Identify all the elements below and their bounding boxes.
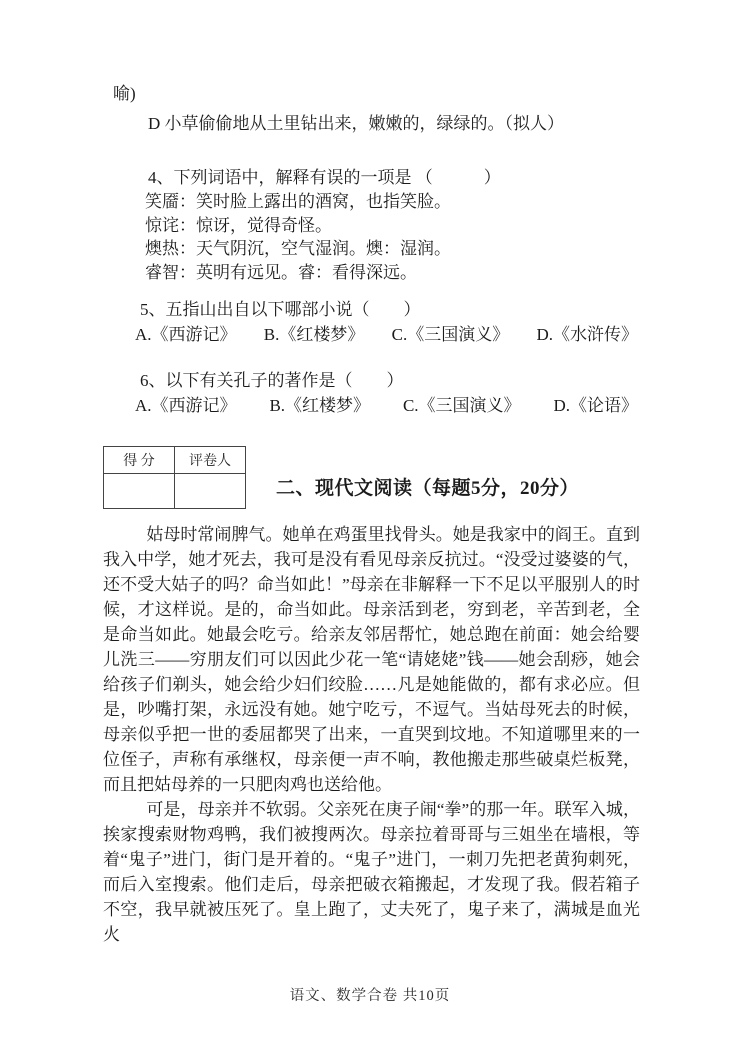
- grader-header-cell: 评卷人: [175, 447, 246, 474]
- section2-header: [103, 446, 640, 509]
- question-5: [103, 298, 640, 347]
- question4-definition: 笑靥：笑时脸上露出的酒窝，也指笑脸。: [145, 192, 451, 211]
- question6-options: [135, 393, 638, 418]
- question3-option-d: D 小草偷偷地从土里钻出来，嫩嫩的，绿绿的。（拟人）: [148, 114, 565, 133]
- passage-paragraph-1: 姑母时常闹脾气。她单在鸡蛋里找骨头。她是我家中的阎王。直到我入中学，她才死去，我可是没有看见母亲反抗过。“没受过婆婆的气，还不受大姑子的吗？命当如此！”母亲在非解释一下不足以平服别人的时候，才这样说。是的，命当如此。母亲活到老，穷到老，辛苦到老，全是命当如此。她最会吃亏。给亲友邻居帮忙，她总跑在前面：她会给婴儿洗三——穷朋友们可以因此少花一笔“请姥姥”钱——她会刮痧，她会给孩子们剃头，她会给少妇们绞脸……凡是她能做的，都有求必应。但是，吵嘴打架，永远没有她。她宁吃亏，不逗气。当姑母死去的时候，母亲似乎把一世的委屈都哭了出来，一直哭到坟地。不知道哪里来的一位侄子，声称有承继权，母亲便一声不响，教他搬走那些破桌烂板凳，而且把姑母养的一只肥肉鸡也送给他。: [103, 525, 640, 794]
- question6-option-c: C.《三国演义》: [402, 396, 521, 415]
- question5-stem: 5、五指山出自以下哪部小说（ ）: [140, 300, 421, 319]
- passage-paragraph-2: 可是，母亲并不软弱。父亲死在庚子闹“拳”的那一年。联军入城，挨家搜索财物鸡鸭，我们被搜两次。母亲拉着哥哥与三姐坐在墙根，等着“鬼子”进门，街门是开着的。“鬼子”进门，一刺刀先把老黄狗刺死，而后入室搜索。他们走后，母亲把破衣箱搬起，才发现了我。假若箱子不空，我早就被压死了。皇上跑了，丈夫死了，鬼子来了，满城是血光火: [103, 800, 640, 944]
- question4-stem: 4、下列词语中，解释有误的一项是 （ ）: [148, 168, 501, 187]
- question6-option-a: A.《西游记》: [135, 396, 237, 415]
- question4-definition: 燠热：天气阴沉，空气湿润。燠：湿润。: [145, 239, 451, 258]
- question6-stem: 6、以下有关孔子的著作是（ ）: [140, 371, 404, 390]
- question4-definition: 睿智：英明有远见。睿：看得深远。: [145, 262, 417, 282]
- question-6: [103, 369, 640, 418]
- question-4: [103, 166, 640, 284]
- question4-definition: 惊诧：惊讶，觉得奇怪。: [145, 215, 332, 235]
- grader-value-cell: [175, 474, 246, 509]
- reading-passage: [103, 522, 640, 947]
- score-value-cell: [104, 474, 175, 509]
- score-box: [103, 446, 246, 509]
- question5-option-b: B.《红楼梦》: [263, 325, 365, 344]
- score-header-cell: 得 分: [104, 447, 175, 474]
- page-footer: 语文、数学合卷 共10页: [289, 988, 451, 1004]
- question5-option-c: C.《三国演义》: [391, 325, 510, 344]
- question6-option-b: B.《红楼梦》: [269, 396, 371, 415]
- overflow-text-line: 喻): [113, 84, 136, 103]
- question6-option-d: D.《论语》: [553, 396, 638, 415]
- question5-option-d: D.《水浒传》: [536, 325, 638, 344]
- question5-option-a: A.《西游记》: [135, 325, 237, 344]
- section2-title: 二、现代文阅读（每题5分，20分）: [276, 478, 580, 499]
- question5-options: [135, 322, 638, 347]
